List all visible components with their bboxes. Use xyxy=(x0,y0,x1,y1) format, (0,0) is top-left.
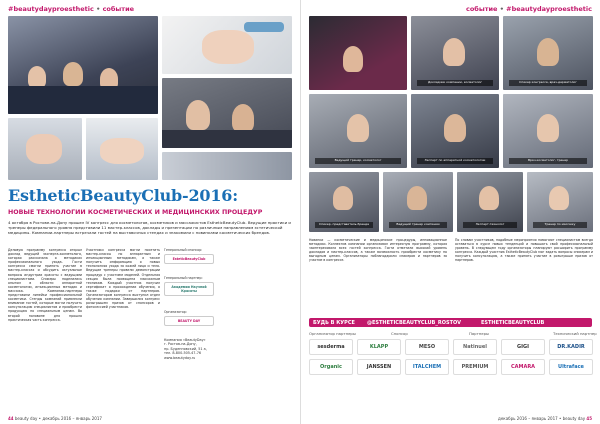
general-partner-logo: Академия Научной Красоты xyxy=(164,282,214,296)
organizer-label: Организатор: xyxy=(164,310,187,314)
right-article-column-2: По словам участников, подобные мероприятия помогают специалистам всегда оставаться в курсе новых тенденций и повышать свой профессиональный уровень. В следующем году организаторы планируют расширить программу конгресса. Каждый участник EstheticBeautyClub мог задать вопросы спикерам и получить консультацию, а также принять участие в розыгрыше призов от партнеров. xyxy=(455,238,593,263)
partner-logo: Natinuel xyxy=(453,339,497,355)
photo-caption: Ведущий тренер компании xyxy=(389,222,447,228)
photo-caption: Докладчик компании, косметолог xyxy=(417,80,493,86)
partners-label: Организатор партнеры xyxy=(309,331,356,336)
treatment-photo xyxy=(86,118,158,180)
general-sponsor-block xyxy=(164,248,214,264)
lecture-photo xyxy=(162,78,292,148)
speaker-photo-6 xyxy=(309,172,379,232)
article-column-2: Участники конгресса могли посетить мастер-классы по аппаратным и инъекционным методикам, а также получить информацию о новых технологиях ухода за кожей лица и тела. Ведущие тренеры провели демонстрации процедур с участием моделей. Отдельная секция была посвящена массажным техникам. Каждый участник получил сертификат о прохождении обучения, а также подарки от партнеров. Организатором конгресса выступил отдел обучения компании. Завершился конгресс розыгрышем призов от спонсоров и фотосессией участников. xyxy=(86,248,160,310)
partner-logo: Ultraface xyxy=(549,359,593,375)
article-title: EstheticBeautyClub-2016: xyxy=(8,186,238,205)
photo-caption: Тренер по массажу xyxy=(533,222,587,228)
photo-caption: Эксперт-технолог xyxy=(463,222,517,228)
speaker-photo-5 xyxy=(503,94,593,168)
organizer-logo: BEAUTY DAY xyxy=(164,316,214,326)
speaker-photo-7 xyxy=(383,172,453,232)
exhibition-photo xyxy=(162,152,292,180)
speaker-photo-3 xyxy=(309,94,407,168)
header-hashtag: #beautydayproesthetic xyxy=(8,5,94,13)
partner-logo: PREMIUM xyxy=(453,359,497,375)
instagram-handle: @ESTHETICBEAUTYCLUB_ROSTOV xyxy=(367,319,461,326)
photo-caption: Врач-косметолог, тренер xyxy=(509,158,587,164)
partner-logo: CAMARA xyxy=(501,359,545,375)
right-footer xyxy=(498,416,592,421)
right-page-number: 45 xyxy=(586,416,592,421)
header-hashtag: #beautydayproesthetic xyxy=(506,5,592,13)
stage-photo xyxy=(309,16,407,90)
speaker-photo-2 xyxy=(503,16,593,90)
partner-logo: Organic xyxy=(309,359,353,375)
band-text: БУДЬ В КУРСЕ xyxy=(313,319,355,326)
partner-logo: sesderma xyxy=(309,339,353,355)
contacts-block: Компания «BeautyDay» г. Ростов-на-Дону, пр. Буденновский, 51 а, тел. 8-800-505-47-76 www.beautyday.ru xyxy=(164,338,207,360)
photo-caption: Ведущий тренер, косметолог xyxy=(315,158,401,164)
general-sponsor-logo: EsteticBeautyClub xyxy=(164,254,214,264)
left-page-header: #beautydayproesthetic • событие xyxy=(8,5,135,13)
photo-caption: Эксперт по аппаратной косметологии xyxy=(417,158,493,164)
speaker-photo-9 xyxy=(527,172,593,232)
right-page xyxy=(300,0,600,424)
speaker-photo-1 xyxy=(411,16,499,90)
organizer-block xyxy=(164,310,214,326)
audience-photo xyxy=(8,16,158,114)
procedure-photo xyxy=(162,16,292,74)
social-band xyxy=(309,318,592,327)
general-partner-block xyxy=(164,276,214,296)
left-page-number: 44 xyxy=(8,416,14,421)
header-section: событие xyxy=(102,5,135,13)
photo-caption: Спикер, представитель бренда xyxy=(315,222,373,228)
tech-partner-label: Технический партнер xyxy=(553,331,597,336)
photo-caption: Спикер конгресса, врач-дерматолог xyxy=(509,80,587,86)
partners-label: Партнеры xyxy=(469,331,490,336)
general-partner-label: Генеральный партнер: xyxy=(164,276,203,280)
speaker-photo-8 xyxy=(457,172,523,232)
header-section: событие xyxy=(465,5,498,13)
article-column-1: Деловую программу конгресса открыл доклад ведущей эксперта-косметолога, которая рассказала о методиках профессионального ухода. Гости конгресса смогли принять участие в мастер-классах и обсудить актуальные вопросы индустрии красоты с ведущими специалистами. Спикеры поделились опытом в области аппаратной косметологии, инъекционных методик и массажа. Компании-партнеры представили линейки профессиональной косметики. Стенды компаний привлекли внимание гостей, которые могли получить консультацию специалистов и приобрести продукцию по специальным ценам. Во второй половине дня прошла практическая часть конгресса. xyxy=(8,248,82,322)
partner-logo: KLAPP xyxy=(357,339,401,355)
partner-logo: JANSSEN xyxy=(357,359,401,375)
partner-logo: ITALCHEM xyxy=(405,359,449,375)
partner-logo: DR.KADIR xyxy=(549,339,593,355)
left-footer xyxy=(8,416,102,421)
right-footer-text: декабрь 2016 – январь 2017 • beauty day xyxy=(498,416,586,421)
sponsor-label: Спонсор xyxy=(391,331,408,336)
massage-photo xyxy=(8,118,82,180)
general-sponsor-label: Генеральный спонсор: xyxy=(164,248,203,252)
social-handle: ESTHETICBEAUTYCLUB xyxy=(481,319,545,326)
partner-logo: GIGI xyxy=(501,339,545,355)
left-footer-text: beauty day • декабрь 2016 – январь 2017 xyxy=(14,416,102,421)
partner-logo: MESO xyxy=(405,339,449,355)
article-subtitle: НОВЫЕ ТЕХНОЛОГИИ КОСМЕТИЧЕСКИХ И МЕДИЦИНСКИХ ПРОЦЕДУР xyxy=(8,209,263,216)
right-article-column-1: Новинки — косметические и медицинские процедуры, инновационные методики. Коллектив компании организовал интересную программу, которая заинтересовала всех гостей конгресса. Гости отметили высокий уровень докладов и мастер-классов, а также возможность приобрести косметику по выгодным ценам. Организаторы поблагодарили спикеров и партнеров за участие в конгрессе. xyxy=(309,238,447,263)
right-page-header: событие • #beautydayproesthetic xyxy=(465,5,592,13)
article-intro: 4 октября в Ростове-на-Дону прошел IV конгресс для косметологов, косметиков и массажистов EstheticBeautyClub. Ведущие практики и тренеры федерального уровня представили 11 мастер-классов, доклады и презентации по различным направлениям эстетической медицины. Компании-партнеры встречали гостей на выставочных стендах и знакомили с новинками косметических брендов. xyxy=(8,220,291,236)
speaker-photo-4 xyxy=(411,94,499,168)
